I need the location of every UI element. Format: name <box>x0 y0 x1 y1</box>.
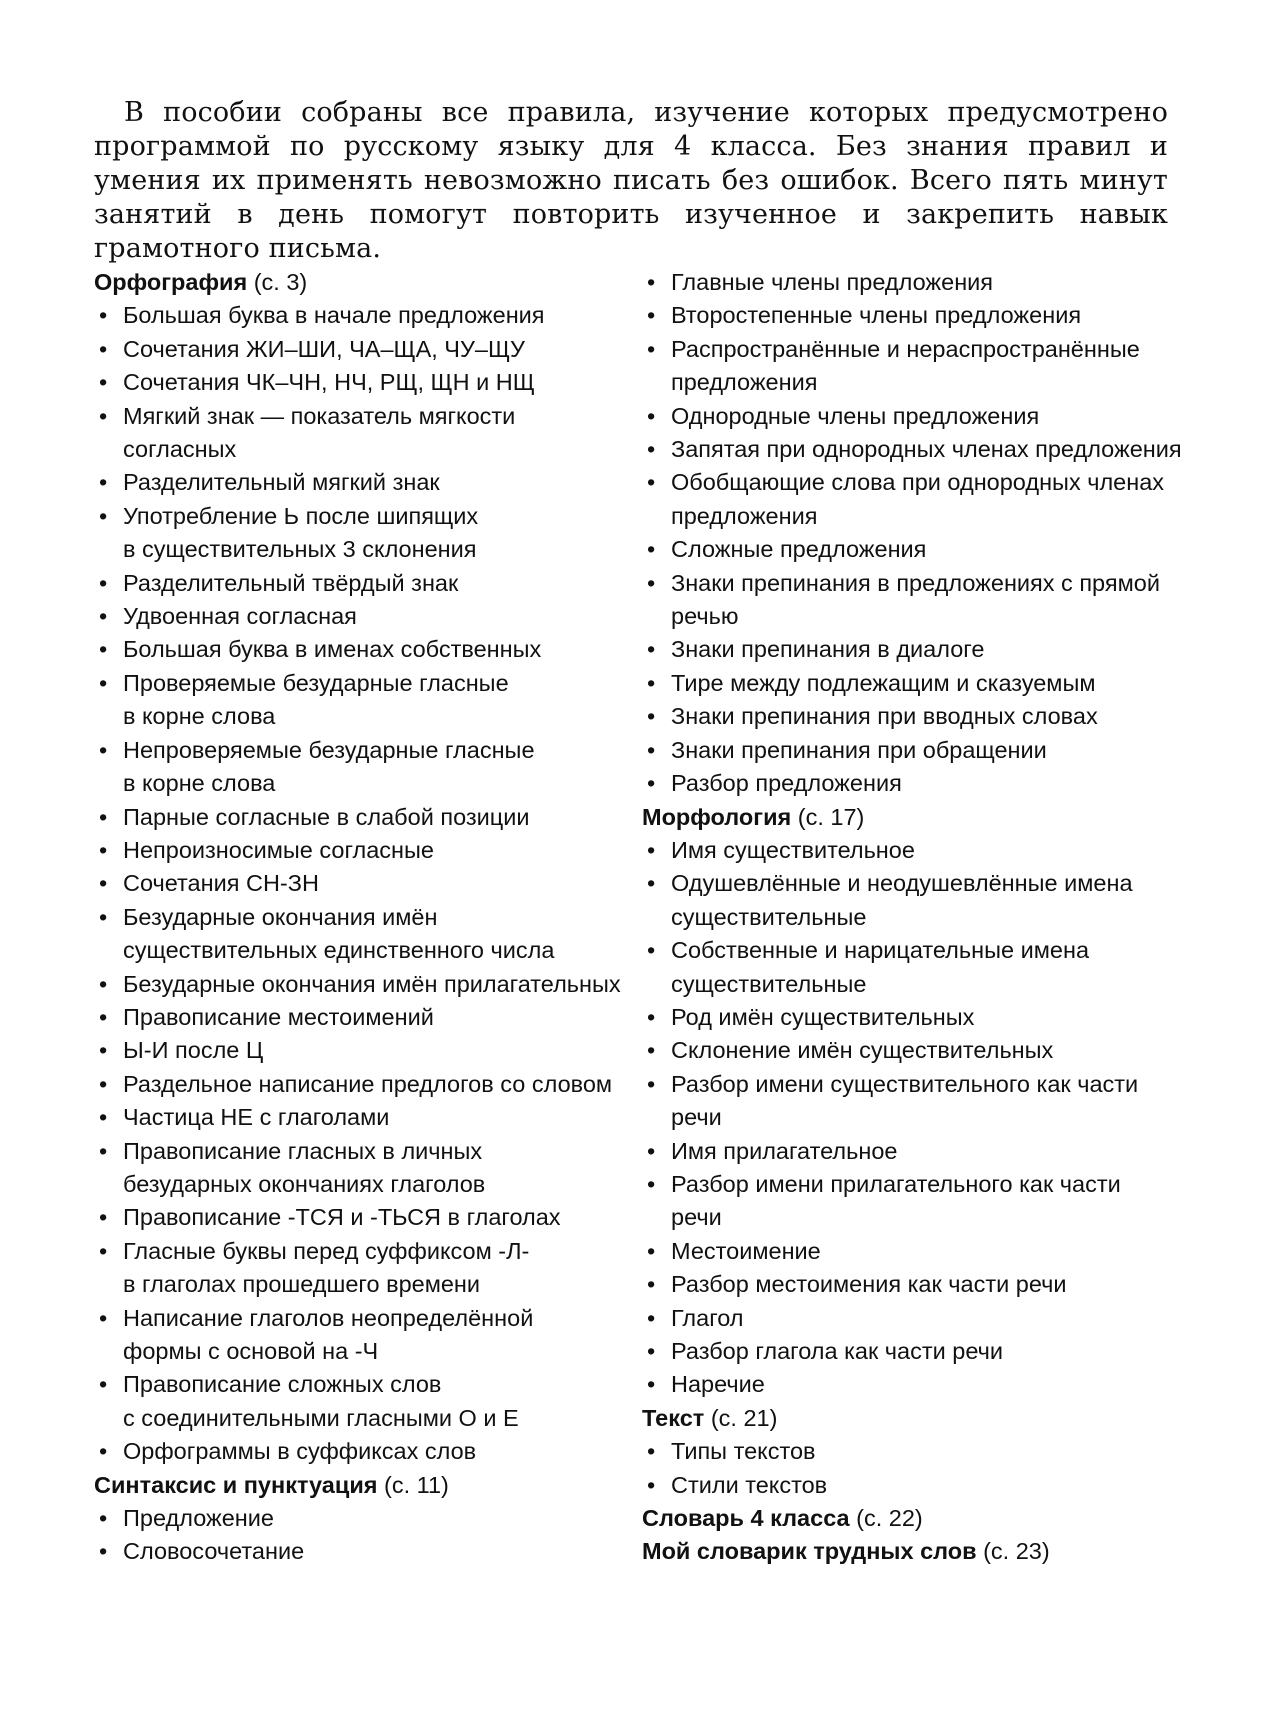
bullet-icon: • <box>647 1271 656 1298</box>
toc-item-text-continued: существительные <box>671 903 867 930</box>
morphology-list <box>642 834 1182 1402</box>
bullet-icon: • <box>99 1204 108 1231</box>
bullet-icon: • <box>99 1003 108 1030</box>
toc-item-text: Предложение <box>123 1505 274 1532</box>
toc-item-text: Написание глаголов неопределённой <box>123 1304 534 1331</box>
toc-item <box>94 366 634 399</box>
toc-item-text: Сочетания ЖИ–ШИ, ЧА–ЩА, ЧУ–ЩУ <box>123 335 525 362</box>
bullet-icon: • <box>647 1471 656 1498</box>
toc-item-text: Удвоенная согласная <box>123 603 357 630</box>
section-heading-my-dictionary <box>642 1535 1182 1568</box>
syntax-list-right <box>642 266 1182 801</box>
bullet-icon: • <box>647 1338 656 1364</box>
toc-item-text: Склонение имён существительных <box>671 1037 1054 1064</box>
toc-item-text: Сложные предложения <box>671 536 927 563</box>
toc-item-text-continued: предложения <box>671 502 818 529</box>
toc-item-text: Разбор имени прилагательного как части <box>671 1170 1121 1197</box>
bullet-icon: • <box>647 937 656 964</box>
toc-left-column <box>94 266 634 1569</box>
bullet-icon: • <box>647 836 656 863</box>
text-list <box>642 1435 1182 1502</box>
bullet-icon: • <box>647 402 656 429</box>
toc-item <box>94 901 634 968</box>
toc-item <box>642 867 1182 934</box>
bullet-icon: • <box>647 1070 656 1097</box>
section-title: Морфология <box>642 803 792 830</box>
toc-item-text-continued: речью <box>671 603 739 630</box>
toc-right-column <box>642 266 1182 1569</box>
toc-item-text: Главные члены предложения <box>671 269 994 295</box>
section-page-ref: (с. 17) <box>797 803 865 830</box>
bullet-icon: • <box>99 1237 108 1264</box>
toc-item <box>94 1201 634 1234</box>
toc-item <box>94 1502 634 1535</box>
bullet-icon: • <box>99 636 108 663</box>
toc-item <box>94 1435 634 1468</box>
toc-item-text-continued: существительные <box>671 970 867 997</box>
bullet-icon: • <box>99 1070 108 1097</box>
section-heading-dictionary <box>642 1502 1182 1535</box>
bullet-icon: • <box>99 1438 108 1465</box>
bullet-icon: • <box>647 669 656 696</box>
toc-item <box>94 1235 634 1302</box>
toc-item <box>94 466 634 499</box>
toc-item <box>94 1135 634 1202</box>
bullet-icon: • <box>647 269 656 295</box>
toc-item-text: Непроизносимые согласные <box>123 836 434 863</box>
syntax-list-left <box>94 1502 634 1569</box>
bullet-icon: • <box>647 736 656 763</box>
toc-item <box>642 667 1182 700</box>
toc-item-text: Безударные окончания имён <box>123 903 438 930</box>
bullet-icon: • <box>99 1371 108 1398</box>
toc-item <box>94 600 634 633</box>
bullet-icon: • <box>99 335 108 362</box>
bullet-icon: • <box>647 1170 656 1197</box>
toc-item <box>642 567 1182 634</box>
toc-item-text: Сочетания СН-ЗН <box>123 870 319 897</box>
toc-item-text: Знаки препинания при вводных словах <box>671 703 1098 730</box>
toc-item-text: Сочетания ЧК–ЧН, НЧ, РЩ, ЩН и НЩ <box>123 369 535 396</box>
toc-item-text: Тире между подлежащим и сказуемым <box>671 669 1096 696</box>
toc-item-text: Гласные буквы перед суффиксом -Л- <box>123 1237 530 1264</box>
bullet-icon: • <box>647 569 656 596</box>
toc-item <box>642 333 1182 400</box>
bullet-icon: • <box>99 1505 108 1532</box>
toc-item-text: Глагол <box>671 1304 744 1331</box>
toc-item <box>642 734 1182 767</box>
toc-item-text-continued: в корне слова <box>123 703 276 730</box>
toc-item <box>94 1001 634 1034</box>
bullet-icon: • <box>647 335 656 362</box>
toc-item-text: Разбор имени существительного как части <box>671 1070 1139 1097</box>
bullet-icon: • <box>647 1003 656 1030</box>
toc-item <box>642 1435 1182 1468</box>
toc-item <box>642 1034 1182 1067</box>
toc-item <box>94 567 634 600</box>
toc-item-text-continued: речи <box>671 1104 722 1131</box>
section-title: Орфография <box>94 269 248 295</box>
toc-item-text: Разделительный мягкий знак <box>123 469 440 496</box>
toc-item-text: Собственные и нарицательные имена <box>671 937 1090 964</box>
bullet-icon: • <box>647 536 656 563</box>
bullet-icon: • <box>99 903 108 930</box>
toc-item <box>642 1368 1182 1401</box>
toc-item <box>642 433 1182 466</box>
bullet-icon: • <box>99 836 108 863</box>
bullet-icon: • <box>647 302 656 329</box>
toc-item-text: Правописание гласных в личных <box>123 1137 483 1164</box>
toc-item-text: Знаки препинания в предложениях с прямой <box>671 569 1160 596</box>
toc-item-text: Безударные окончания имён прилагательных <box>123 970 621 997</box>
toc-item-text: Непроверяемые безударные гласные <box>123 736 535 763</box>
section-title: Текст <box>642 1404 705 1431</box>
bullet-icon: • <box>647 1304 656 1331</box>
toc-item <box>642 533 1182 566</box>
toc-item <box>94 834 634 867</box>
bullet-icon: • <box>647 770 656 797</box>
toc-item <box>94 1034 634 1067</box>
toc-item <box>94 333 634 366</box>
toc-item <box>642 834 1182 867</box>
toc-item <box>642 400 1182 433</box>
bullet-icon: • <box>99 402 108 429</box>
toc-item-text: Местоимение <box>671 1237 821 1264</box>
bullet-icon: • <box>647 636 656 663</box>
toc-item-text: Разделительный твёрдый знак <box>123 569 459 596</box>
toc-item <box>642 1168 1182 1235</box>
bullet-icon: • <box>99 870 108 897</box>
bullet-icon: • <box>647 1438 656 1465</box>
toc-item-text: Имя прилагательное <box>671 1137 898 1164</box>
section-title: Мой словарик трудных слов <box>642 1538 977 1565</box>
toc-item <box>642 934 1182 1001</box>
section-heading-syntax <box>94 1469 634 1502</box>
bullet-icon: • <box>99 1137 108 1164</box>
toc-item-text: Правописание местоимений <box>123 1003 434 1030</box>
toc-item-text: Наречие <box>671 1371 765 1398</box>
toc-item <box>94 801 634 834</box>
bullet-icon: • <box>99 569 108 596</box>
section-title: Словарь 4 класса <box>642 1505 850 1532</box>
toc-item-text: Знаки препинания в диалоге <box>671 636 985 663</box>
toc-item <box>642 1469 1182 1502</box>
toc-item-text: Орфограммы в суффиксах слов <box>123 1438 477 1465</box>
intro-paragraph: В пособии собраны все правила, изучение которых предусмотрено программой по русскому языку для 4 класса. Без знания правил и умения их применять невозможно писать без ошибок. Всего пять минут занятий в день помогут повторить изученное и закрепить навык грамотного письма. <box>94 97 1168 264</box>
section-heading-orthography <box>94 266 634 299</box>
toc-item <box>642 1135 1182 1168</box>
toc-item <box>94 400 634 467</box>
bullet-icon: • <box>99 1304 108 1331</box>
toc-item <box>642 700 1182 733</box>
bullet-icon: • <box>99 1104 108 1131</box>
toc-item <box>642 266 1182 299</box>
toc-item-text-continued: в корне слова <box>123 770 276 797</box>
bullet-icon: • <box>99 302 108 329</box>
bullet-icon: • <box>99 502 108 529</box>
bullet-icon: • <box>99 1538 108 1565</box>
toc-item <box>642 1001 1182 1034</box>
toc-item-text: Разбор глагола как части речи <box>671 1338 1003 1364</box>
bullet-icon: • <box>99 736 108 763</box>
orthography-list <box>94 299 634 1468</box>
toc-item <box>642 1335 1182 1368</box>
toc-item-text-continued: согласных <box>123 436 237 463</box>
toc-item-text: Обобщающие слова при однородных членах <box>671 469 1165 496</box>
toc-item-text: Словосочетание <box>123 1538 305 1565</box>
toc-item <box>94 734 634 801</box>
toc-item <box>642 633 1182 666</box>
toc-item <box>642 1268 1182 1301</box>
toc-item-text: Знаки препинания при обращении <box>671 736 1047 763</box>
section-page-ref: (с. 11) <box>384 1471 449 1498</box>
toc-item-text: Одушевлённые и неодушевлённые имена <box>671 870 1133 897</box>
toc-item-text: Стили текстов <box>671 1471 828 1498</box>
toc-item-text-continued: в существительных 3 склонения <box>123 536 477 563</box>
bullet-icon: • <box>99 970 108 997</box>
bullet-icon: • <box>99 369 108 396</box>
bullet-icon: • <box>99 1037 108 1064</box>
toc-item <box>94 867 634 900</box>
section-heading-text <box>642 1402 1182 1435</box>
bullet-icon: • <box>99 603 108 630</box>
toc-item-text: Разбор предложения <box>671 770 902 797</box>
toc-item-text: Раздельное написание предлогов со словом <box>123 1070 613 1097</box>
toc-item-text: Правописание -ТСЯ и -ТЬСЯ в глаголах <box>123 1204 561 1231</box>
toc-item <box>94 633 634 666</box>
toc-item-text: Правописание сложных слов <box>123 1371 442 1398</box>
bullet-icon: • <box>99 469 108 496</box>
toc-item <box>642 1235 1182 1268</box>
toc-item <box>94 1101 634 1134</box>
bullet-icon: • <box>647 870 656 897</box>
section-heading-morphology <box>642 801 1182 834</box>
section-title: Синтаксис и пунктуация <box>94 1471 378 1498</box>
toc-item-text: Имя существительное <box>671 836 915 863</box>
toc-item-text-continued: речи <box>671 1204 722 1231</box>
toc-item <box>94 1535 634 1568</box>
toc-item-text-continued: безударных окончаниях глаголов <box>123 1170 486 1197</box>
section-page-ref: (с. 21) <box>710 1404 778 1431</box>
bullet-icon: • <box>647 1137 656 1164</box>
bullet-icon: • <box>647 436 656 463</box>
toc-item-text: Род имён существительных <box>671 1003 975 1030</box>
toc-item <box>94 500 634 567</box>
toc-item-text: Ы-И после Ц <box>123 1037 264 1064</box>
toc-item-text: Типы текстов <box>671 1438 816 1465</box>
section-page-ref: (с. 3) <box>253 269 308 295</box>
toc-item-text: Частица НЕ с глаголами <box>123 1104 390 1131</box>
toc-item-text: Разбор местоимения как части речи <box>671 1271 1067 1298</box>
toc-item-text-continued: существительных единственного числа <box>123 937 555 964</box>
toc-item-text: Мягкий знак — показатель мягкости <box>123 402 516 429</box>
toc-item-text-continued: в глаголах прошедшего времени <box>123 1271 481 1298</box>
bullet-icon: • <box>647 1371 656 1398</box>
bullet-icon: • <box>647 703 656 730</box>
toc-item <box>94 1068 634 1101</box>
toc-item <box>94 1368 634 1435</box>
toc-item-text: Большая буква в начале предложения <box>123 302 545 329</box>
toc-item-text: Запятая при однородных членах предложения <box>671 436 1182 463</box>
toc-item-text: Второстепенные члены предложения <box>671 302 1082 329</box>
bullet-icon: • <box>99 803 108 830</box>
toc-item <box>642 299 1182 332</box>
bullet-icon: • <box>647 469 656 496</box>
toc-item-text: Большая буква в именах собственных <box>123 636 542 663</box>
bullet-icon: • <box>647 1037 656 1064</box>
toc-item-text: Распространённые и нераспространённые <box>671 335 1140 362</box>
bullet-icon: • <box>647 1237 656 1264</box>
toc-item <box>642 466 1182 533</box>
toc-item-text: Однородные члены предложения <box>671 402 1040 429</box>
section-page-ref: (с. 23) <box>983 1538 1050 1565</box>
toc-item <box>94 1302 634 1369</box>
toc-item <box>94 299 634 332</box>
toc-item-text: Проверяемые безударные гласные <box>123 669 509 696</box>
toc-item-text-continued: предложения <box>671 369 818 396</box>
toc-item-text: Употребление Ь после шипящих <box>123 502 479 529</box>
toc-item-text-continued: с соединительными гласными О и Е <box>123 1404 519 1431</box>
toc-item <box>642 767 1182 800</box>
section-page-ref: (с. 22) <box>856 1505 923 1532</box>
toc-item-text-continued: формы с основой на -Ч <box>123 1338 379 1364</box>
toc-item <box>642 1302 1182 1335</box>
toc-item <box>94 667 634 734</box>
bullet-icon: • <box>99 669 108 696</box>
toc-item-text: Парные согласные в слабой позиции <box>123 803 530 830</box>
toc-item <box>642 1068 1182 1135</box>
toc-item <box>94 968 634 1001</box>
